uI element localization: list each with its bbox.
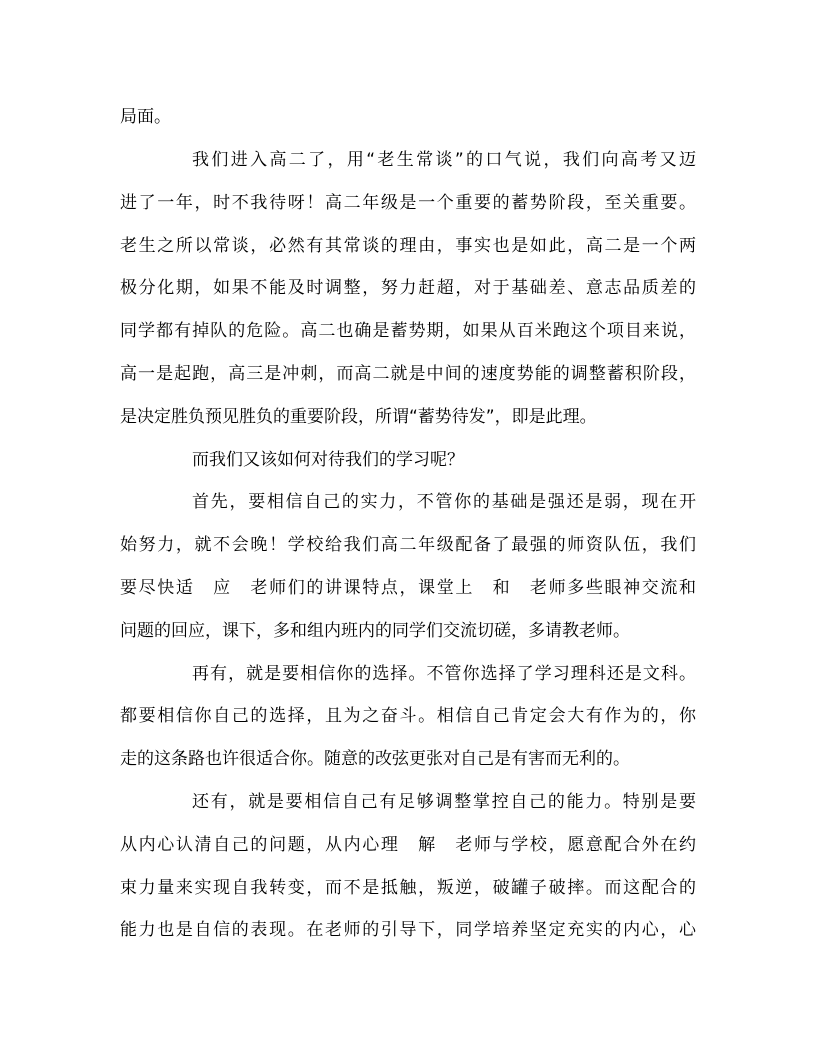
text-line: 束力量来实现自我转变，而不是抵触，叛逆，破罐子破摔。而这配合的 xyxy=(120,878,696,898)
text-line: 老生之所以常谈，必然有其常谈的理由，事实也是如此，高二是一个两 xyxy=(120,236,696,256)
text-line: 问题的回应，课下，多和组内班内的同学们交流切磋，多请教老师。 xyxy=(120,621,630,641)
text-line: 极分化期，如果不能及时调整，努力赶超，对于基础差、意志品质差的 xyxy=(120,278,696,298)
text-line: 高一是起跑，高三是冲刺，而高二就是中间的速度势能的调整蓄积阶段， xyxy=(120,364,696,384)
text-line: 局面。 xyxy=(120,107,171,127)
text-line: 进了一年，时不我待呀！高二年级是一个重要的蓄势阶段，至关重要。 xyxy=(120,193,696,213)
text-line: 走的这条路也许很适合你。随意的改弦更张对自己是有害而无利的。 xyxy=(120,749,630,769)
text-line: 从内心认清自己的问题，从内心理 解 老师与学校，愿意配合外在约 xyxy=(120,835,696,855)
text-line: 始努力，就不会晚！学校给我们高二年级配备了最强的师资队伍，我们 xyxy=(120,535,696,555)
paragraph-start-line: 而我们又该如何对待我们的学习呢？ xyxy=(192,450,464,470)
paragraph-start-line: 再有，就是要相信你的选择。不管你选择了学习理科还是文科。 xyxy=(192,664,696,684)
text-line: 能力也是自信的表现。在老师的引导下，同学培养坚定充实的内心，心 xyxy=(120,920,696,940)
text-line: 是决定胜负预见胜负的重要阶段，所谓“蓄势待发”，即是此理。 xyxy=(120,407,597,427)
text-line: 要尽快适 应 老师们的讲课特点，课堂上 和 老师多些眼神交流和 xyxy=(120,578,696,598)
paragraph-start-line: 我们进入高二了，用“老生常谈”的口气说，我们向高考又迈 xyxy=(192,150,696,170)
paragraph-start-line: 还有，就是要相信自己有足够调整掌控自己的能力。特别是要 xyxy=(192,792,696,812)
text-line: 都要相信你自己的选择，且为之奋斗。相信自己肯定会大有作为的，你 xyxy=(120,706,696,726)
text-line: 同学都有掉队的危险。高二也确是蓄势期，如果从百米跑这个项目来说， xyxy=(120,321,696,341)
paragraph-start-line: 首先，要相信自己的实力，不管你的基础是强还是弱，现在开 xyxy=(192,492,696,512)
